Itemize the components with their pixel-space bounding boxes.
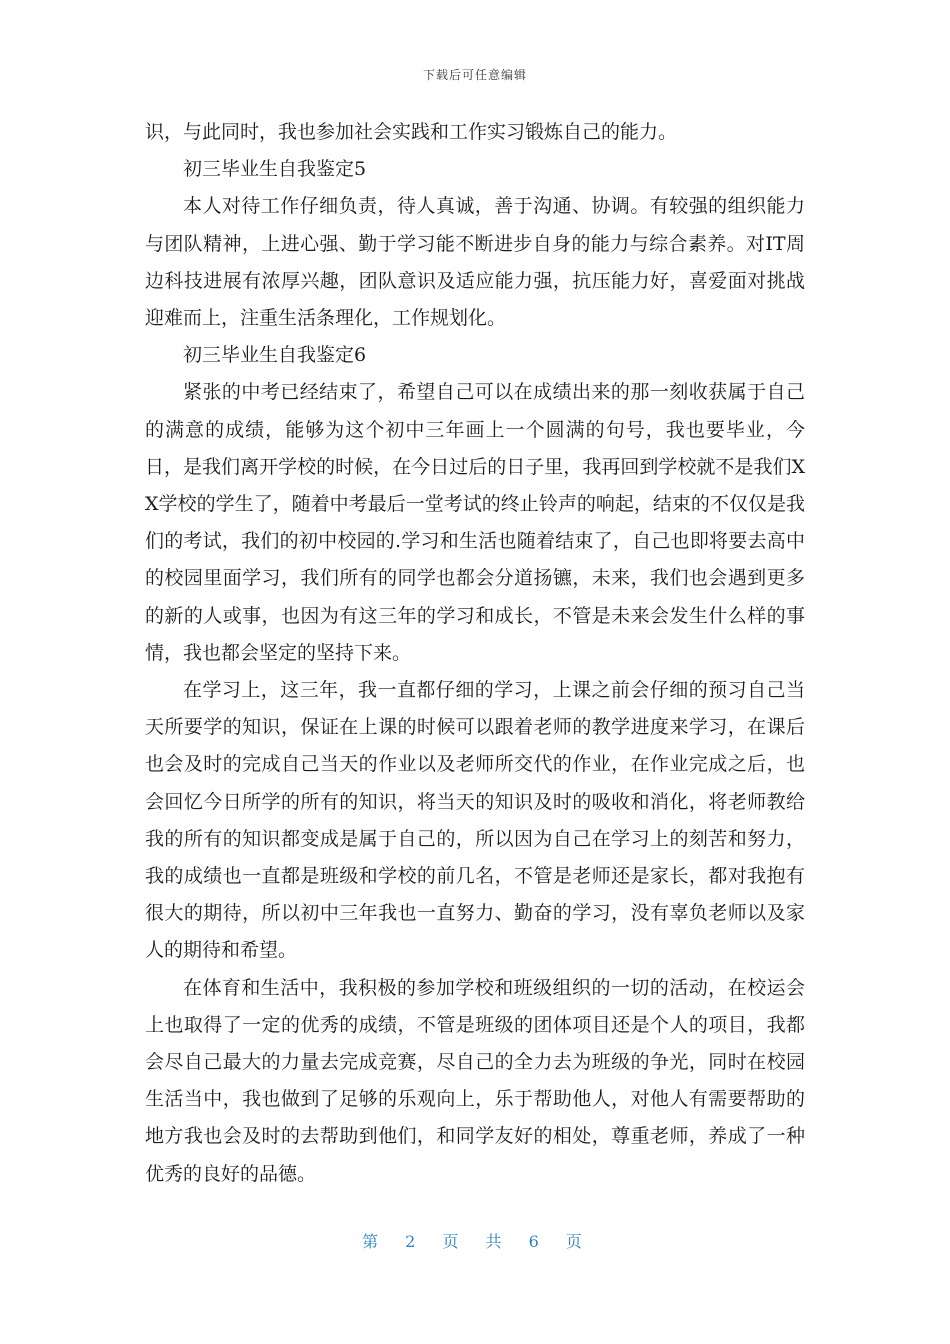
paragraph-exam-ended: 紧张的中考已经结束了，希望自己可以在成绩出来的那一刻收获属于自己的满意的成绩，能够为这个初中三年画上一个圆满的句号，我也要毕业，今日，是我们离开学校的时候，在今日过后的日子里，我再回到学校就不是我们XX学校的学生了，随着中考最后一堂考试的终止铃声的响起，结束的不仅仅是我们的考试，我们的初中校园的.学习和生活也随着结束了，自己也即将要去高中的校园里面学习，我们所有的同学也都会分道扬镳，未来，我们也会遇到更多的新的人或事，也因为有这三年的学习和成长，不管是未来会发生什么样的事情，我也都会坚定的坚持下来。 [145,381,805,664]
document-body [145,114,805,1193]
section-heading-5: 初三毕业生自我鉴定5 [183,158,367,181]
paragraph-sports-life: 在体育和生活中，我积极的参加学校和班级组织的一切的活动，在校运会上也取得了一定的优秀的成绩，不管是班级的团体项目还是个人的项目，我都会尽自己最大的力量去完成竞赛，尽自己的全力去为班级的争光，同时在校园生活当中，我也做到了足够的乐观向上，乐于帮助他人，对他人有需要帮助的地方我也会及时的去帮助到他们，和同学友好的相处，尊重老师，养成了一种优秀的良好的品德。 [145,976,805,1185]
paragraph-continuation: 识，与此同时，我也参加社会实践和工作实习锻炼自己的能力。 [145,121,678,143]
section-heading-6: 初三毕业生自我鉴定6 [183,344,367,367]
paragraph-study: 在学习上，这三年，我一直都仔细的学习，上课之前会仔细的预习自己当天所要学的知识，保证在上课的时候可以跟着老师的教学进度来学习，在课后也会及时的完成自己当天的作业以及老师所交代的作业，在作业完成之后，也会回忆今日所学的所有的知识，将当天的知识及时的吸收和消化，将老师教给我的所有的知识都变成是属于自己的，所以因为自己在学习上的刻苦和努力，我的成绩也一直都是班级和学校的前几名，不管是老师还是家长，都对我抱有很大的期待，所以初中三年我也一直努力、勤奋的学习，没有辜负老师以及家人的期待和希望。 [145,679,805,962]
page-header: 下载后可任意编辑 [422,68,527,82]
paragraph-self-assessment-5: 本人对待工作仔细负责，待人真诚，善于沟通、协调。有较强的组织能力与团队精神，上进心强、勤于学习能不断进步自身的能力与综合素养。对IT周边科技进展有浓厚兴趣，团队意识及适应能力强，抗压能力好，喜爱面对挑战迎难而上，注重生活条理化，工作规划化。 [145,195,805,330]
page-number-footer: 第 2 页 共 6 页 [362,1232,588,1251]
